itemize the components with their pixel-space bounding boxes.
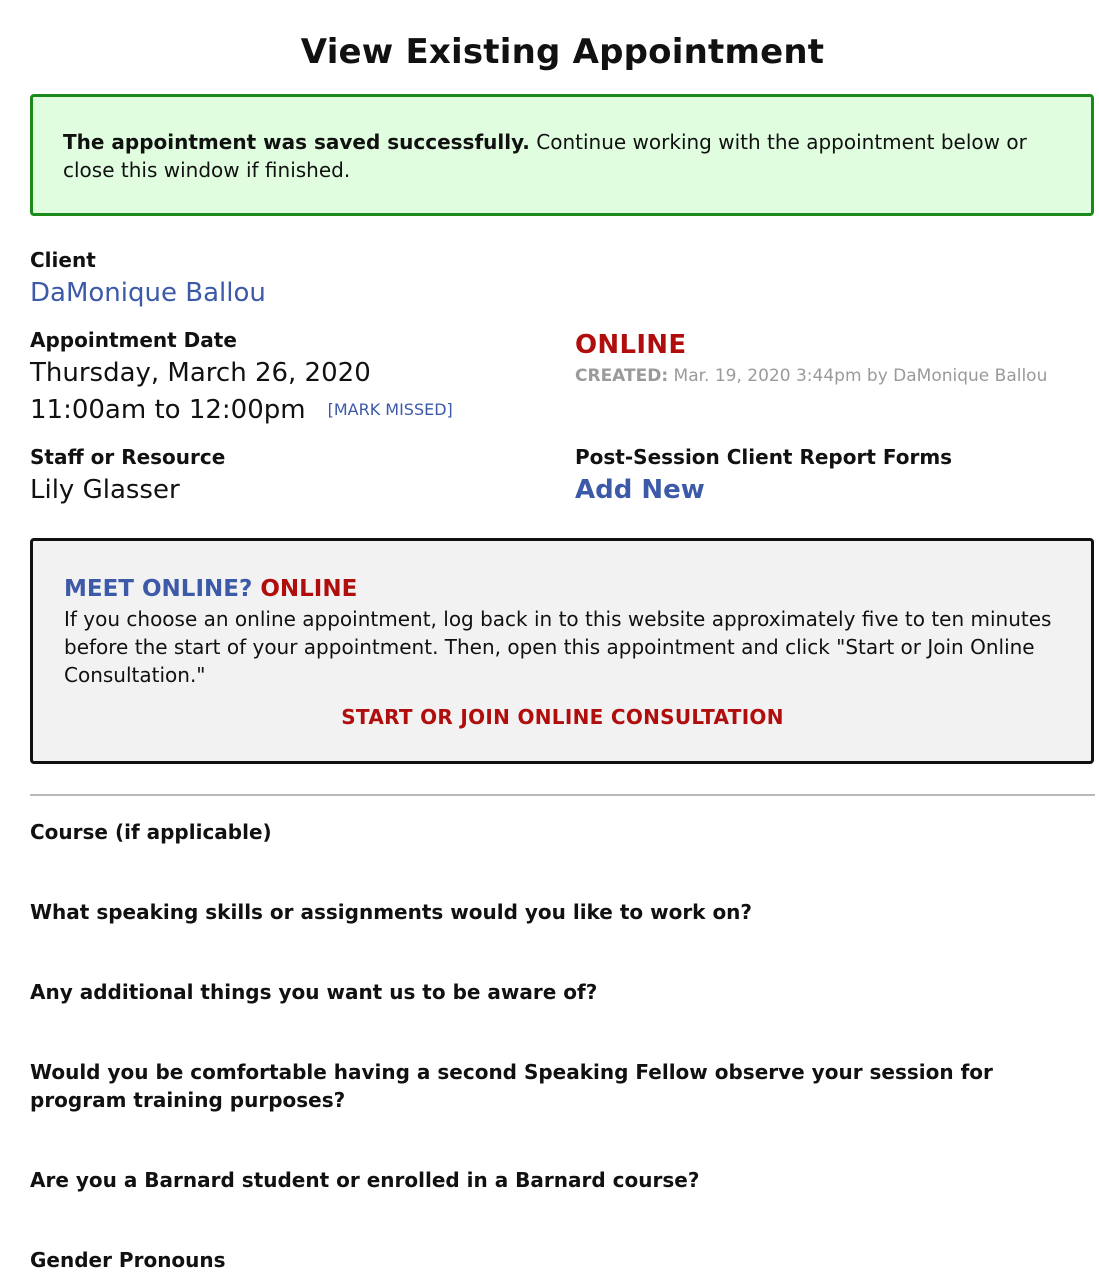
report-forms-label: Post-Session Client Report Forms [575, 445, 953, 469]
client-label: Client [30, 248, 96, 272]
created-text: Mar. 19, 2020 3:44pm by DaMonique Ballou [668, 366, 1048, 386]
success-alert [30, 94, 1094, 216]
created-label: CREATED: [575, 366, 669, 386]
page-title: View Existing Appointment [300, 32, 825, 72]
staff-label: Staff or Resource [30, 445, 226, 469]
appointment-time-row [30, 394, 453, 426]
question-additional-info: Any additional things you want us to be aware of? [30, 980, 598, 1004]
add-new-report-link[interactable]: Add New [575, 475, 705, 505]
created-info [575, 364, 1047, 388]
appointment-date-label: Appointment Date [30, 328, 237, 352]
appointment-date: Thursday, March 26, 2020 [30, 358, 371, 388]
meet-online-instructions: If you choose an online appointment, log back in to this website approximately five to ten minutes before the start of your appointment. Then, open this appointment and click "Start or Join Online Consultation." [64, 607, 1052, 687]
meet-online-question: MEET ONLINE? [64, 576, 253, 602]
meet-online-panel [30, 538, 1094, 764]
meeting-mode-status: ONLINE [575, 330, 687, 360]
mark-missed-link[interactable]: [MARK MISSED] [327, 400, 453, 419]
appointment-time: 11:00am to 12:00pm [30, 395, 306, 425]
meet-online-value: ONLINE [260, 576, 358, 602]
question-speaking-skills: What speaking skills or assignments would you like to work on? [30, 900, 753, 924]
join-online-consultation-button[interactable]: START OR JOIN ONLINE CONSULTATION [341, 705, 784, 729]
client-name[interactable]: DaMonique Ballou [30, 278, 266, 308]
alert-text: Continue working with the appointment below or close this window if finished. [63, 130, 1027, 182]
staff-name: Lily Glasser [30, 475, 180, 505]
question-barnard-student: Are you a Barnard student or enrolled in a Barnard course? [30, 1168, 700, 1192]
meet-online-heading [64, 574, 1061, 604]
client-name-link[interactable] [30, 277, 266, 309]
question-course: Course (if applicable) [30, 820, 272, 844]
question-observer-consent: Would you be comfortable having a second Speaking Fellow observe your session for program training purposes? [30, 1060, 993, 1112]
section-divider [30, 794, 1095, 796]
question-gender-pronouns: Gender Pronouns [30, 1248, 226, 1272]
alert-strong-text: The appointment was saved successfully. [63, 130, 530, 154]
